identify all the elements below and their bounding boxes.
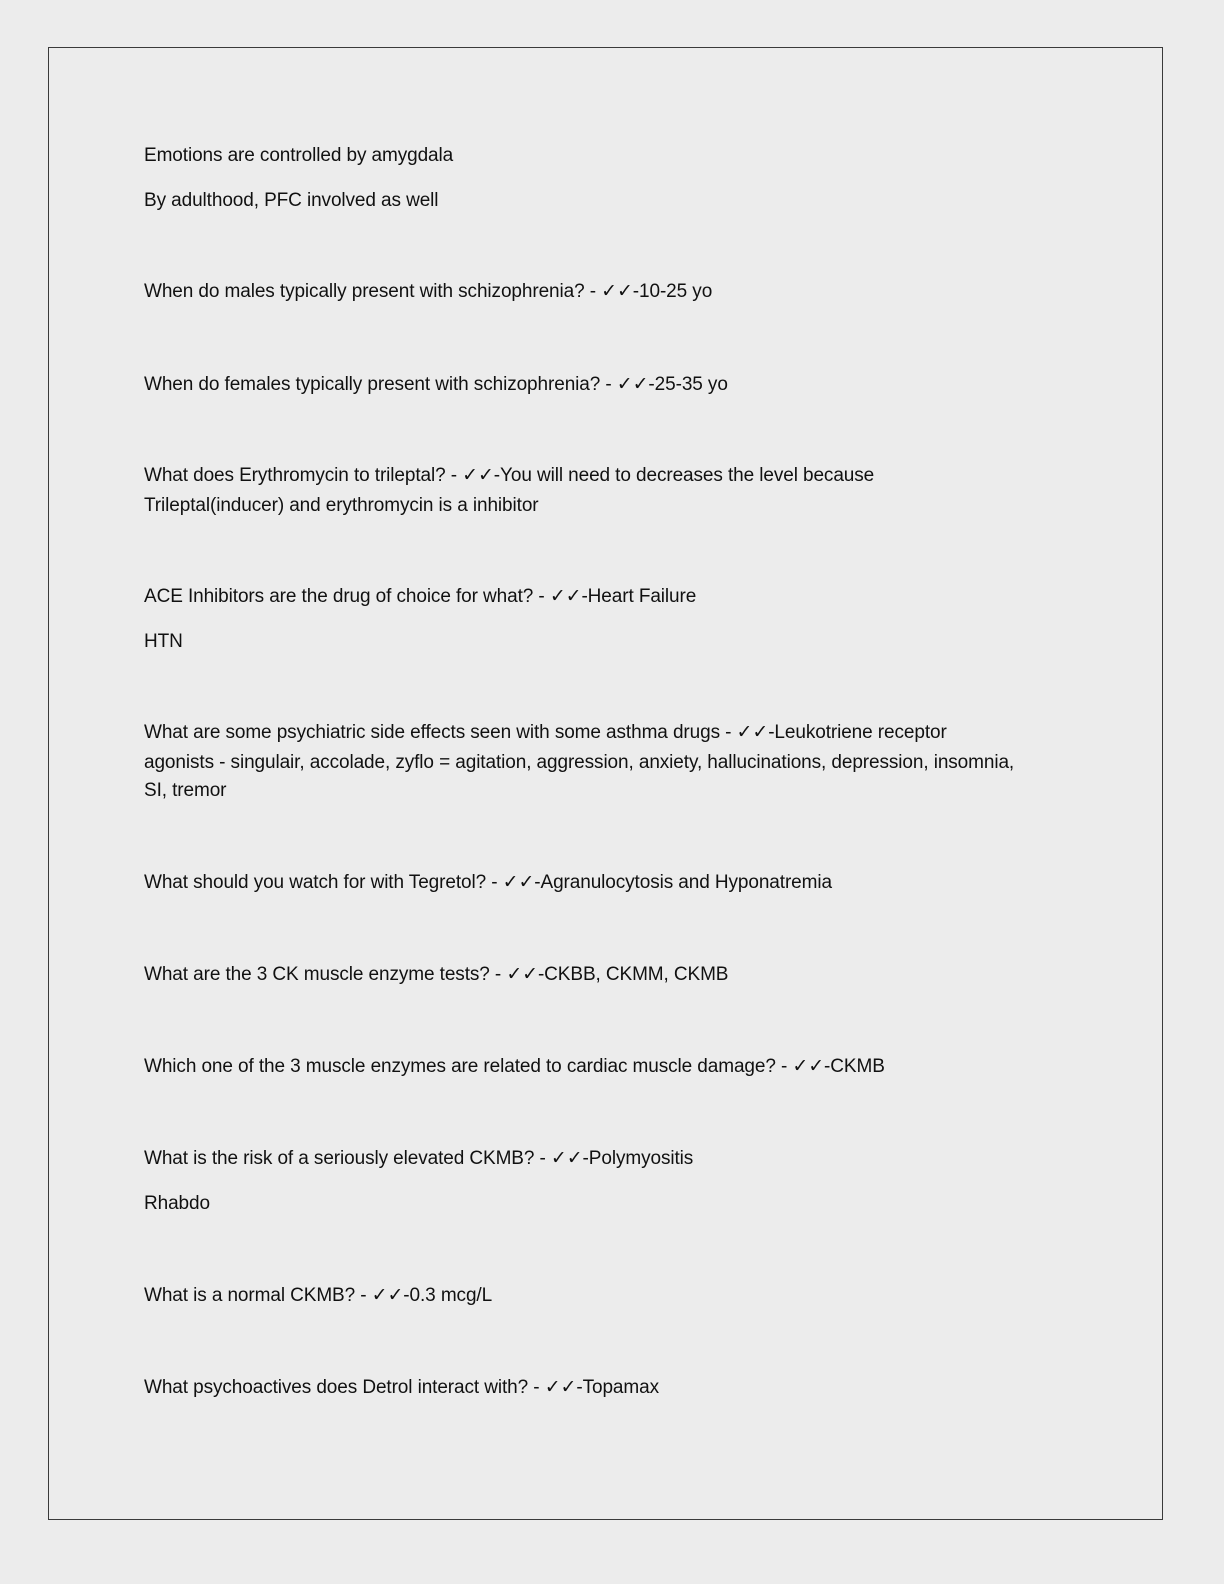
text-line: agonists - singulair, accolade, zyflo = agitation, aggression, anxiety, hallucinations, depression, insomnia, xyxy=(144,752,1015,773)
text-line: Trileptal(inducer) and erythromycin is a inhibitor xyxy=(144,495,539,516)
text-line: Which one of the 3 muscle enzymes are related to cardiac muscle damage? - ✓✓-CKMB xyxy=(144,1056,885,1077)
text-line: By adulthood, PFC involved as well xyxy=(144,190,439,211)
text-line: What psychoactives does Detrol interact with? - ✓✓-Topamax xyxy=(144,1377,659,1398)
text-line: What are some psychiatric side effects seen with some asthma drugs - ✓✓-Leukotriene receptor xyxy=(144,722,947,743)
text-line: What are the 3 CK muscle enzyme tests? - ✓✓-CKBB, CKMM, CKMB xyxy=(144,964,729,985)
text-line: Emotions are controlled by amygdala xyxy=(144,145,454,166)
text-line: What is the risk of a seriously elevated CKMB? - ✓✓-Polymyositis xyxy=(144,1148,694,1169)
text-line: When do males typically present with schizophrenia? - ✓✓-10-25 yo xyxy=(144,281,713,302)
text-line: SI, tremor xyxy=(144,780,227,801)
text-line: ACE Inhibitors are the drug of choice for what? - ✓✓-Heart Failure xyxy=(144,586,697,607)
text-line: What is a normal CKMB? - ✓✓-0.3 mcg/L xyxy=(144,1285,493,1306)
text-line: Rhabdo xyxy=(144,1193,210,1214)
text-line: HTN xyxy=(144,631,183,652)
text-line: When do females typically present with schizophrenia? - ✓✓-25-35 yo xyxy=(144,374,728,395)
text-line: What does Erythromycin to trileptal? - ✓✓-You will need to decreases the level because xyxy=(144,465,875,486)
text-line: What should you watch for with Tegretol? - ✓✓-Agranulocytosis and Hyponatremia xyxy=(144,872,832,893)
